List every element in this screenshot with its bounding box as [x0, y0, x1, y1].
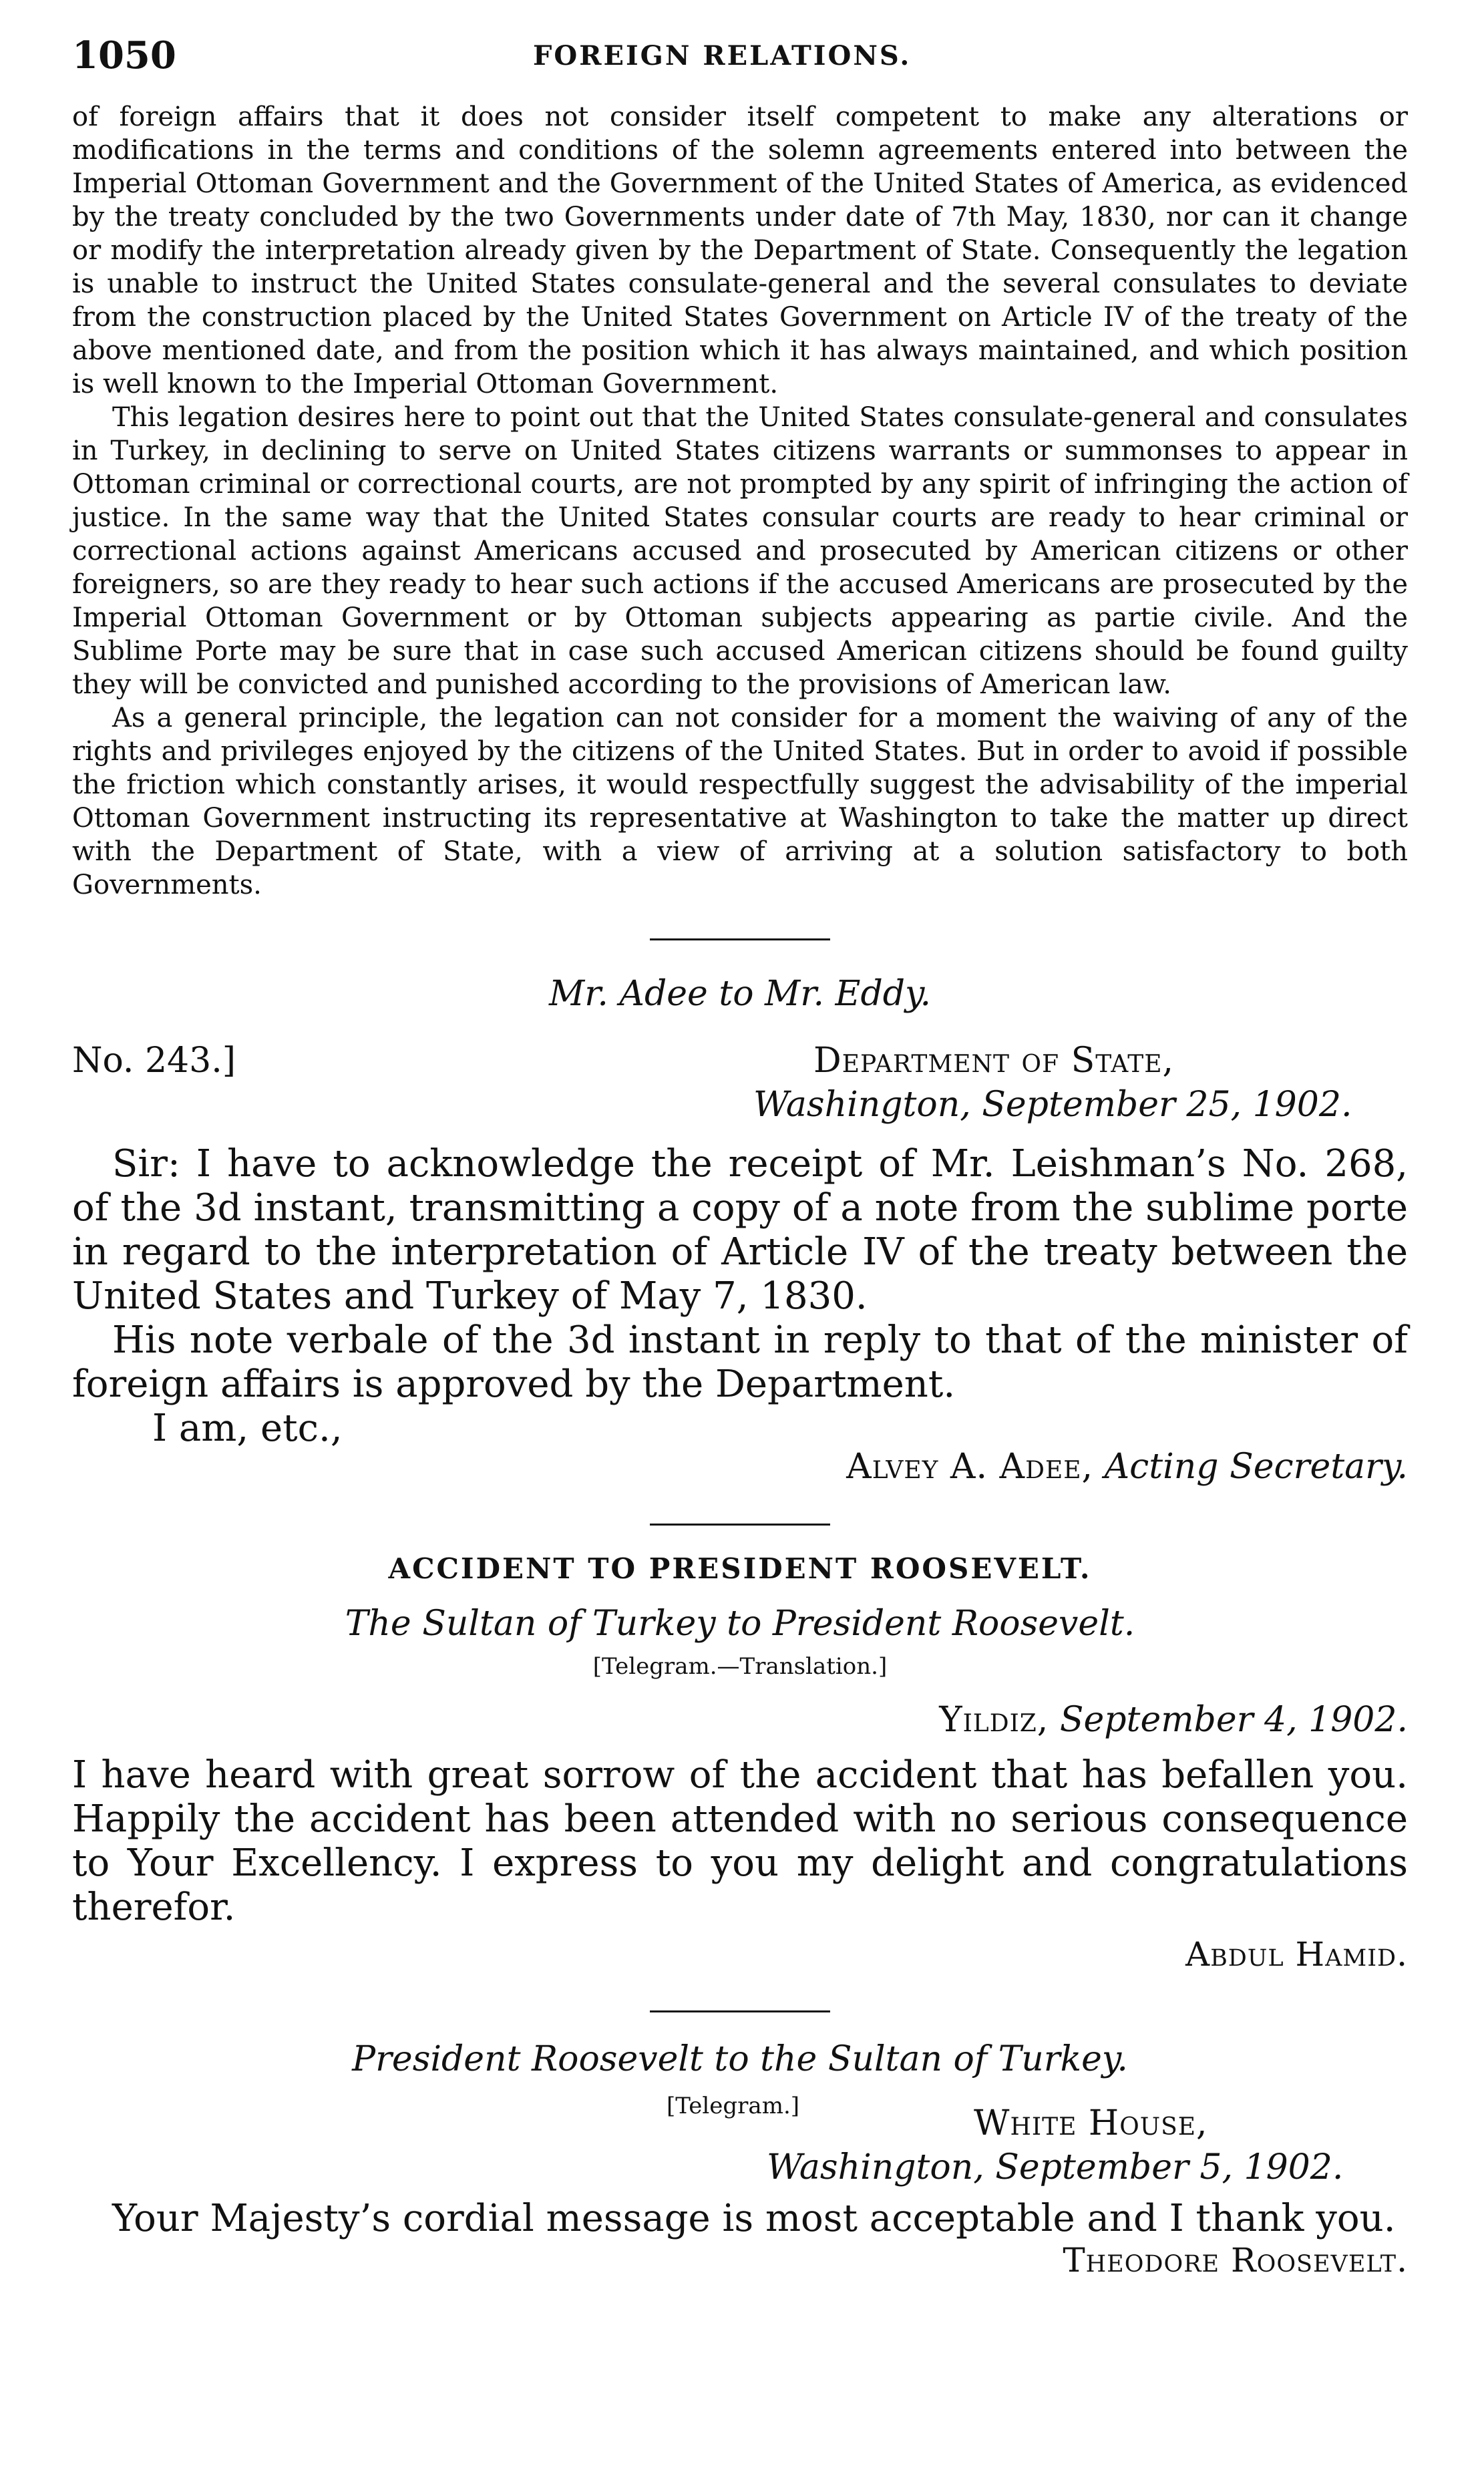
telegram-note: [Telegram.] — [667, 2093, 800, 2119]
letter-paragraph: His note verbale of the 3d instant in reply to that of the minister of foreign affairs is approved by the Department. — [72, 1318, 1408, 1406]
section-title: ACCIDENT TO PRESIDENT ROOSEVELT. — [388, 1552, 1092, 1585]
letter-heading: The Sultan of Turkey to President Roosevelt. — [345, 1604, 1135, 1644]
letter-sultan-to-roosevelt — [72, 1604, 1408, 1974]
telegram-note: [Telegram.—Translation.] — [592, 1653, 888, 1680]
letter-adee-to-eddy — [72, 974, 1408, 1487]
page-header — [72, 27, 1408, 100]
letter-dateline: Washington, September 25, 1902. — [753, 1085, 1352, 1125]
letter-body: I have heard with great sorrow of the accident that has befallen you. Happily the accident has been attended with no serious consequence to Your Excellency. I express to you my delight and congratulations therefor. — [72, 1753, 1408, 1929]
intro-paragraph: As a general principle, the legation can not consider for a moment the waiving of any of the rights and privileges enjoyed by the citizens of the United States. But in order to avoid if possible the friction which constantly arises, it would respectfully suggest the advisability of the imperial Ottoman Government instructing its representative at Washington to take the matter up direct with the Department of State, with a view of arriving at a solution satisfactory to both Governments. — [72, 703, 1408, 900]
document-page — [72, 27, 1408, 2280]
letter-roosevelt-to-sultan — [72, 2039, 1408, 2280]
letter-body: Your Majesty’s cordial message is most acceptable and I thank you. — [112, 2197, 1396, 2240]
letter-heading: President Roosevelt to the Sultan of Turkey. — [352, 2039, 1128, 2079]
dateline-date: September 4, 1902. — [1059, 1700, 1408, 1740]
letter-number: No. 243.] — [72, 1041, 236, 1081]
letter-paragraph: Sir: I have to acknowledge the receipt of Mr. Leishman’s No. 268, of the 3d instant, transmitting a copy of a note from the sublime porte in regard to the interpretation of Article IV of the treaty between the United States and Turkey of May 7, 1830. — [72, 1142, 1408, 1318]
intro-paragraph: of foreign affairs that it does not consider itself competent to make any alterations or modifications in the terms and conditions of the solemn agreements entered into between the Imperial Ottoman Government and the Government of the United States of America, as evidenced by the treaty concluded by the two Governments under date of 7th May, 1830, nor can it change or modify the interpretation already given by the Department of State. Consequently the legation is unable to instruct the United States consulate-general and the several consulates to deviate from the construction placed by the United States Government on Article IV of the treaty of the above mentioned date, and from the position which it has always maintained, and which position is well known to the Imperial Ottoman Government. — [72, 102, 1408, 399]
intro-paragraph: This legation desires here to point out that the United States consulate-general and consulates in Turkey, in declining to serve on United States citizens warrants or summonses to appear in Ottoman criminal or correctional courts, are not prompted by any spirit of infringing the action of justice. In the same way that the United States consular courts are ready to hear criminal or correctional actions against Americans accused and prosecuted by American citizens or other foreigners, so are they ready to hear such actions if the accused Americans are prosecuted by the Imperial Ottoman Government or by Ottoman subjects appearing as partie civile. And the Sublime Porte may be sure that in case such accused American citizens should be found guilty they will be convicted and punished according to the provisions of American law. — [72, 402, 1408, 700]
letter-dateline-block — [72, 2093, 1408, 2193]
letter-signature — [72, 1447, 1408, 1487]
running-title: FOREIGN RELATIONS. — [533, 40, 912, 71]
letter-dateline-block — [72, 1041, 1408, 1134]
signature-name: Alvey A. Adee, — [846, 1447, 1094, 1487]
dateline-place: Yildiz, — [939, 1700, 1049, 1740]
letter-office: Department of State, — [813, 1041, 1175, 1081]
letter-dateline — [72, 1700, 1408, 1740]
letter-heading: Mr. Adee to Mr. Eddy. — [548, 974, 932, 1014]
letter-signature: Abdul Hamid. — [1185, 1935, 1408, 1974]
intro-section — [72, 100, 1408, 902]
page-number: 1050 — [72, 33, 176, 77]
letter-closing: I am, etc., — [152, 1407, 343, 1450]
signature-title: Acting Secretary. — [1104, 1447, 1408, 1487]
letter-signature: Theodore Roosevelt. — [1063, 2241, 1408, 2280]
letter-office: White House, — [974, 2103, 1208, 2143]
letter-dateline: Washington, September 5, 1902. — [767, 2147, 1344, 2187]
